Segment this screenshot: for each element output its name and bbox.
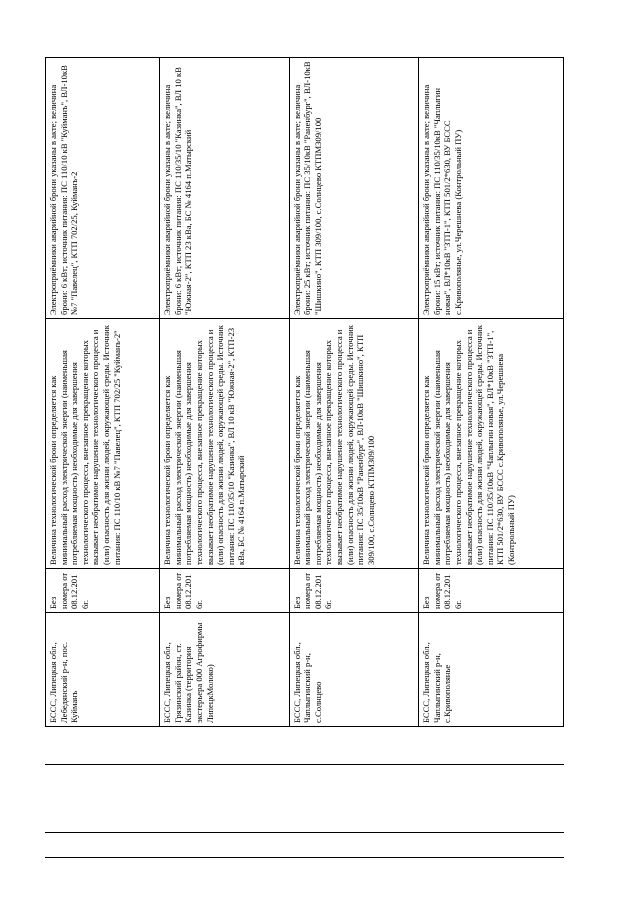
cell-number: Без номера от 08.12.2016г. — [289, 569, 419, 613]
cell-tech-reserve: Величина технологической брони определяется как минимальный расход электрической энергии (наименьшая потребляемая мощность) необходимые для завершения технологического процесса, внезапное прекращение которых вызывает необратимое нарушение технологического процесса и (или) опасность для жизни людей, окружающей среды. Источник питания: ПС 110/35/10кВ "Чаплыгин новая", ВЛ*10кВ "ЗТП-1", КТП 501/2*630, ВУ БССС с.Кривополянье, ул.Черешнева (Контрольный ПУ) — [419, 319, 564, 569]
table-row — [419, 58, 564, 727]
cell-number: Без номера от 08.12.2016г. — [419, 569, 564, 613]
rotated-table-wrapper — [45, 58, 564, 727]
table-row — [289, 58, 419, 727]
cell-emergency-reserve: Электроприёмники аварийной брони указаны в акте; величина брони: 15 кВт; источник питания: ПС 110/35/10кВ "Чаплыгин новая", ВЛ*10кВ "ЗТП-1", КТП 501/2*630, ВУ БССС с.Кривополянье, ул.Черешнева (Контрольный ПУ) — [419, 58, 564, 319]
reserve-table — [45, 57, 564, 727]
cell-tech-reserve: Величина технологической брони определяется как минимальный расход электрической энергии (наименьшая потребляемая мощность) необходимые для завершения технологического процесса, внезапное прекращение которых вызывает необратимое нарушение технологического процесса и (или) опасность для жизни людей, окружающей среды. Источник питания: ПС 110/10 кВ №7 "Павелец", КТП 702/25 "Куйманъ-2" — [46, 319, 160, 569]
table-row — [160, 58, 290, 727]
cell-emergency-reserve: Электроприёмники аварийной брони указаны в акте; величина брони: 6 кВт; источник питания: ПС 110/10 кВ "Куйманъ", ВЛ-10кВ №7 "Павелец", КТП 702/25, Куйманъ-2 — [46, 58, 160, 319]
divider-line — [45, 764, 564, 765]
cell-location: БССС, Липецкая обл., Грязинский район, ст. Казинка (территория экстерьера 000 Агрофирмы ЛипецкМолоко) — [160, 613, 290, 727]
cell-emergency-reserve: Электроприёмники аварийной брони указаны в акте; величина брони: 25 кВт; источник питания: ПС 35/10кВ "Раненбург", ВЛ-10кВ "Шишкино", КТП 309/100, с.Солнцево КТПМ309/100 — [289, 58, 419, 319]
cell-location: БССС, Липецкая обл., Чаплыгинский р-н, с.Солнцево — [289, 613, 419, 727]
cell-location: БССС, Липецкая обл., Чаплыгинский р-н, с.Кривополянье — [419, 613, 564, 727]
cell-location: БССС, Липецкая обл., Лебедянский р-н, пос. Куйманъ — [46, 613, 160, 727]
cell-number: Без номера от 08.12.2016г. — [46, 569, 160, 613]
cell-tech-reserve: Величина технологической брони определяется как минимальный расход электрической энергии (наименьшая потребляемая мощность) необходимые для завершения технологического процесса, внезапное прекращение которых вызывает необратимое нарушение технологического процесса и (или) опасность для жизни людей, окружающей среды. Источник питания: ПС 35/10кВ "Раненбург", ВЛ-10кВ "Шишкино", КТП 309/100, с.Солнцево КТПМ309/100 — [289, 319, 419, 569]
cell-tech-reserve: Величина технологической брони определяется как минимальный расход электрической энергии (наименьшая потребляемая мощность) необходимые для завершения технологического процесса, внезапное прекращение которых вызывает необратимое нарушение технологического процесса и (или) опасность для жизни людей, окружающей среды. Источник питания: ПС 110/35/10 "Казинка", ВЛ 10 кВ "Южная-2", КТП-23 кВа, БС № 4164 п.Матырский — [160, 319, 290, 569]
divider-line — [45, 832, 564, 833]
cell-emergency-reserve: Электроприёмники аварийной брони указаны в акте; величина брони: 6 кВт; источник питания: ПС 110/35/10 "Казинка", ВЛ 10 кВ "Южная-2", КТП 23 кВа, БС № 4164 п.Матырский — [160, 58, 290, 319]
divider-line — [45, 857, 564, 858]
table-row — [46, 58, 160, 727]
cell-number: Без номера от 08.12.2016г. — [160, 569, 290, 613]
